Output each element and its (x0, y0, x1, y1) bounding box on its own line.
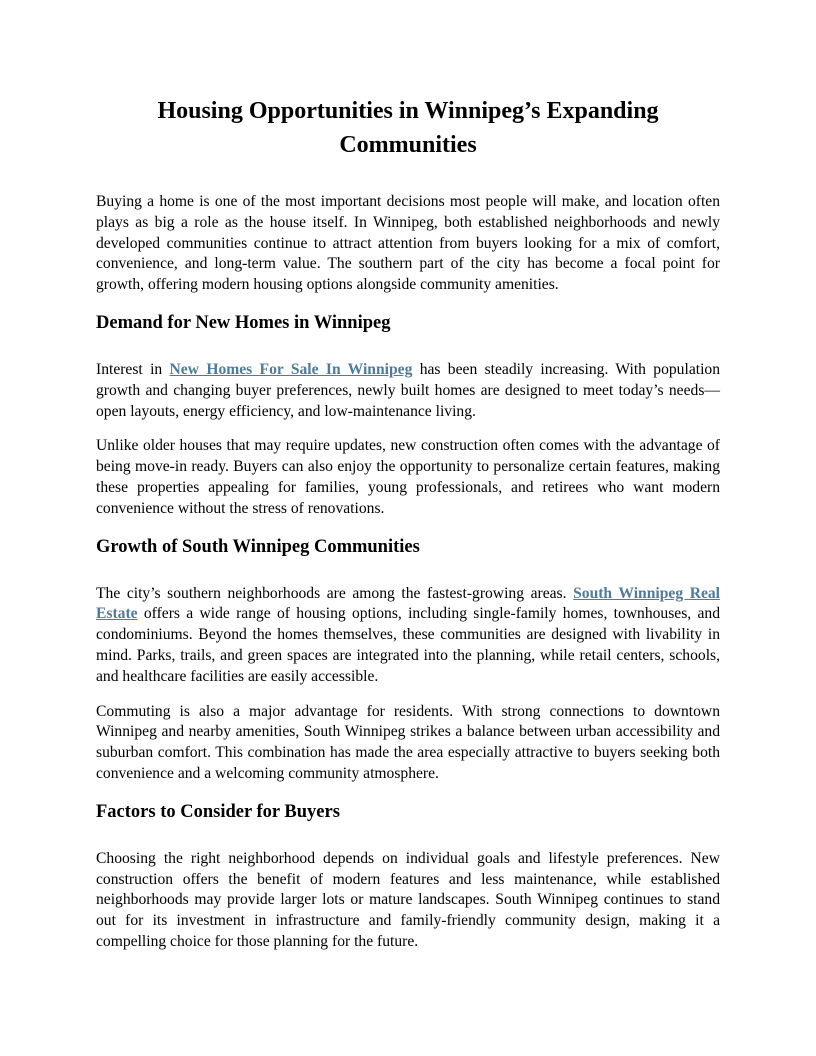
south-winnipeg-real-estate-link[interactable]: South Winnipeg Real Estate (96, 584, 721, 623)
document-page (96, 94, 720, 967)
section-heading-factors: Factors to Consider for Buyers (96, 801, 340, 822)
growth-paragraph-1 (96, 584, 720, 688)
growth-paragraph-2: Commuting is also a major advantage for residents. With strong connections to downtown Winnipeg and nearby amenities, South Winnipeg strikes a balance between urban accessibility and suburban comfort. This combination has made the area especially attractive to buyers seeking both convenience and a welcoming community atmosphere. (96, 702, 720, 782)
demand-paragraph-2: Unlike older houses that may require updates, new construction often comes with the advantage of being move-in ready. Buyers can also enjoy the opportunity to personalize certain features, making these properties appealing for families, young professionals, and retirees who want modern convenience without the stress of renovations. (96, 437, 720, 517)
page-title-line-1: Housing Opportunities in Winnipeg’s Expanding (157, 98, 659, 124)
page-title-line-2: Communities (339, 132, 477, 158)
demand-paragraph-1-text-before: Interest in (96, 360, 170, 378)
demand-paragraph-1-text-after: has been steadily increasing. With population growth and changing buyer preferences, newly built homes are designed to meet today’s needs—open layouts, energy efficiency, and low-maintenance living. (96, 360, 720, 420)
page-title (96, 94, 720, 162)
factors-paragraph-1: Choosing the right neighborhood depends on individual goals and lifestyle preferences. New construction offers the benefit of modern features and less maintenance, while established neighborhoods may provide larger lots or mature landscapes. South Winnipeg continues to stand out for its investment in infrastructure and family-friendly community design, making it a compelling choice for those planning for the future. (96, 849, 720, 950)
growth-paragraph-1-text-after: offers a wide range of housing options, including single-family homes, townhouses, and condominiums. Beyond the homes themselves, these communities are designed with livability in mind. Parks, trails, and green spaces are integrated into the planning, while retail centers, schools, and healthcare facilities are easily accessible. (96, 605, 720, 685)
section-heading-demand: Demand for New Homes in Winnipeg (96, 312, 391, 333)
new-homes-link[interactable]: New Homes For Sale In Winnipeg (169, 360, 413, 378)
section-heading-growth: Growth of South Winnipeg Communities (96, 536, 420, 557)
growth-paragraph-1-text-before: The city’s southern neighborhoods are among the fastest-growing areas. (96, 584, 574, 602)
demand-paragraph-1 (96, 360, 720, 422)
intro-paragraph: Buying a home is one of the most important decisions most people will make, and location often plays as big a role as the house itself. In Winnipeg, both established neighborhoods and newly developed communities continue to attract attention from buyers looking for a mix of comfort, convenience, and long-term value. The southern part of the city has become a focal point for growth, offering modern housing options alongside community amenities. (96, 193, 720, 294)
